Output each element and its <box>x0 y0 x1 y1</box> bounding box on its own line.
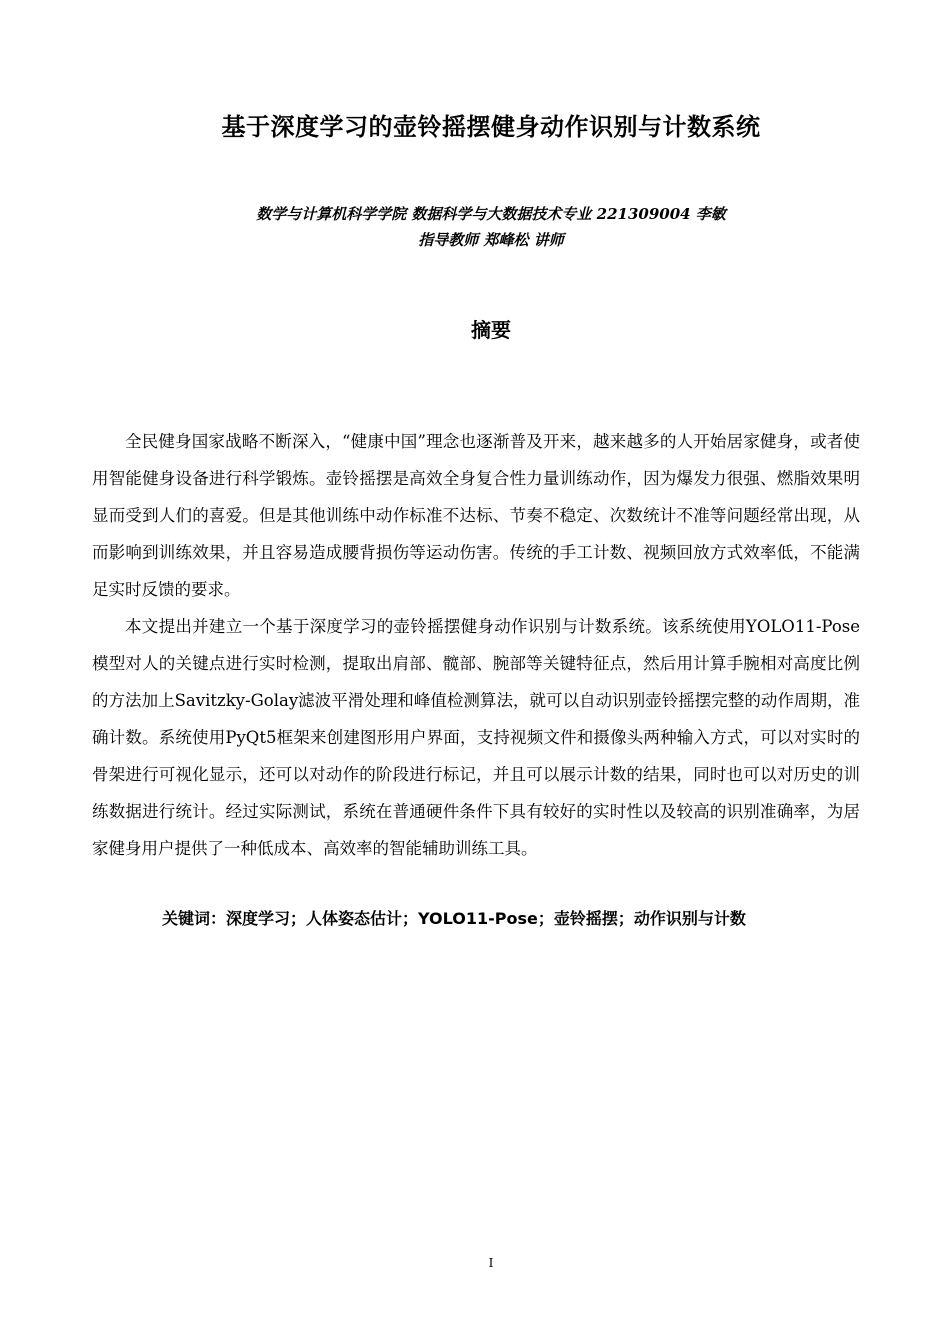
abstract-paragraph-1: 全民健身国家战略不断深入，“健康中国”理念也逐渐普及开来，越来越多的人开始居家健身，或者使用智能健身设备进行科学锻炼。壶铃摇摆是高效全身复合性力量训练动作，因为爆发力很强、燃脂效果明显而受到人们的喜爱。但是其他训练中动作标准不达标、节奏不稳定、次数统计不准等问题经常出现，从而影响到训练效果，并且容易造成腰背损伤等运动伤害。传统的手工计数、视频回放方式效率低，不能满足实时反馈的要求。 <box>92 432 860 599</box>
abstract-body <box>92 423 860 867</box>
abstract-heading: 摘要 <box>471 318 511 342</box>
abstract-paragraph-2: 本文提出并建立一个基于深度学习的壶铃摇摆健身动作识别与计数系统。该系统使用YOLO11-Pose模型对人的关键点进行实时检测，提取出肩部、髋部、腕部等关键特征点，然后用计算手腕相对高度比例的方法加上Savitzky-Golay滤波平滑处理和峰值检测算法，就可以自动识别壶铃摇摆完整的动作周期，准确计数。系统使用PyQt5框架来创建图形用户界面，支持视频文件和摄像头两种输入方式，可以对实时的骨架进行可视化显示，还可以对动作的阶段进行标记，并且可以展示计数的结果，同时也可以对历史的训练数据进行统计。经过实际测试，系统在普通硬件条件下具有较好的实时性以及较高的识别准确率，为居家健身用户提供了一种低成本、高效率的智能辅助训练工具。 <box>92 617 860 858</box>
advisor-info: 指导教师 郑峰松 讲师 <box>418 231 564 249</box>
keywords-line: 关键词：深度学习；人体姿态估计；YOLO11-Pose；壶铃摇摆；动作识别与计数 <box>162 909 746 928</box>
page-number: I <box>488 1256 494 1270</box>
author-info: 数学与计算机科学学院 数据科学与大数据技术专业 221309004 李敏 <box>256 205 726 223</box>
paper-title: 基于深度学习的壶铃摇摆健身动作识别与计数系统 <box>221 113 761 141</box>
